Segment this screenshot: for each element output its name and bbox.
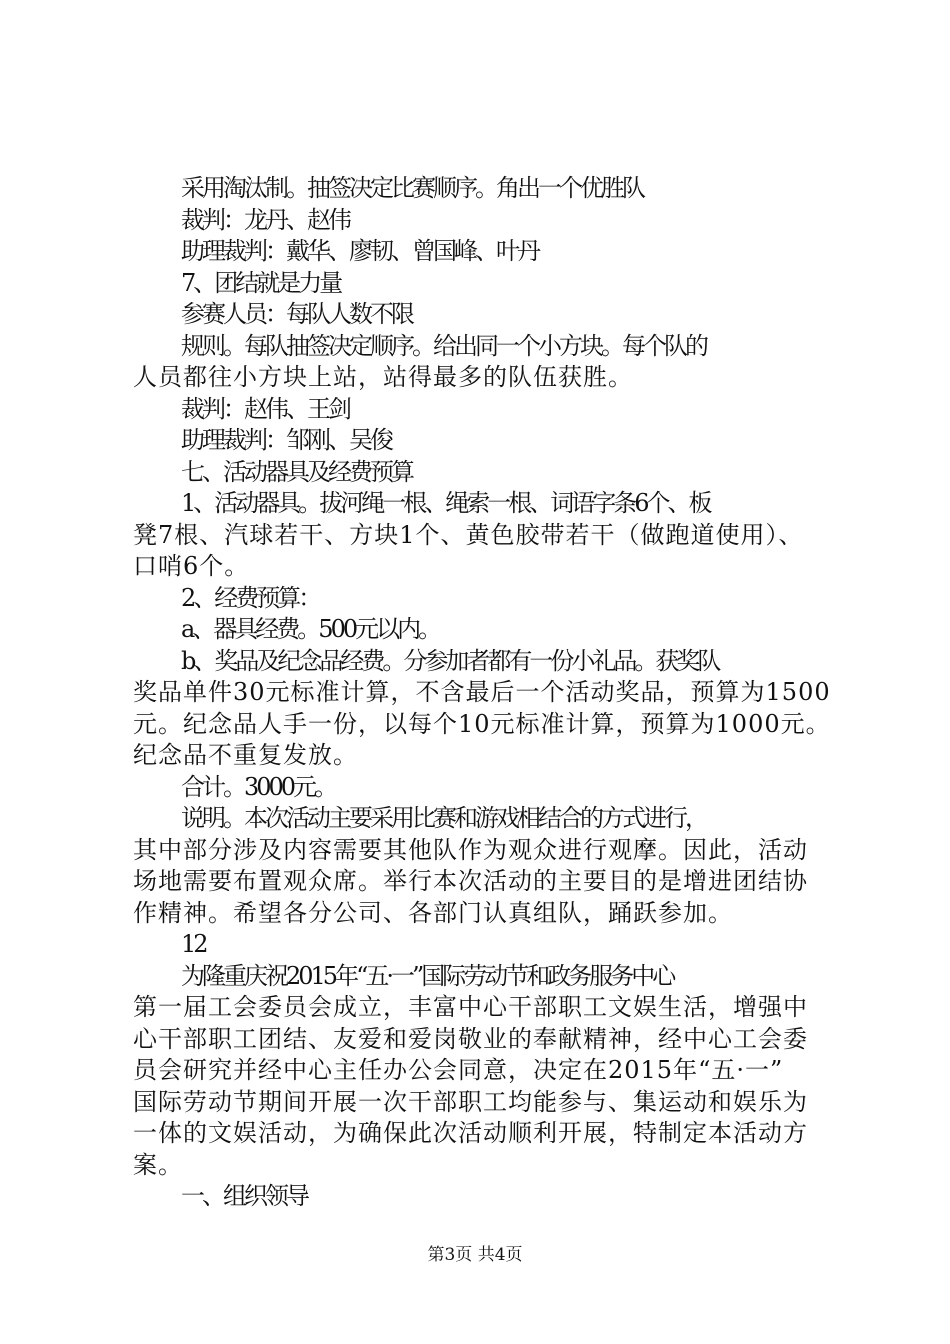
text-line: 其中部分涉及内容需要其他队作为观众进行观摩。因此，活动 [133,835,808,864]
text-line: 作精神。希望各分公司、各部门认真组队，踊跃参加。 [133,898,733,927]
text-line: 口哨6个。 [133,552,250,580]
text-line: 采用淘汰制。抽签决定比赛顺序。角出一个优胜队 [181,174,643,202]
text-line: 为隆重庆祝2015年“五·一”国际劳动节和政务服务中心 [181,961,674,990]
text-line: 元。纪念品人手一份，以每个10元标准计算，预算为1000元。 [133,709,831,738]
page-footer: 第3页 共4页 [427,1245,523,1265]
document-body [133,173,833,1213]
text-line: 1、活动器具。拔河绳一根、绳索一根、词语字条6个、板 [181,489,710,517]
text-line: a、器具经费。500元以内。 [181,615,440,643]
text-line: 参赛人员：每队人数不限 [181,300,412,328]
text-line: 人员都往小方块上站，站得最多的队伍获胜。 [133,363,633,391]
text-line: b、奖品及纪念品经费。分参加者都有一份小礼品。获奖队 [181,646,719,675]
text-line: 裁判：龙丹、赵伟 [181,205,349,234]
text-line: 合计。3000元。 [181,772,336,801]
text-line: 第一届工会委员会成立，丰富中心干部职工文娱生活，增强中 [133,993,808,1021]
text-line: 凳7根、汽球若干、方块1个、黄色胶带若干（做跑道使用）、 [133,520,804,549]
text-line: 7、团结就是力量 [181,268,341,297]
text-line: 12 [181,930,206,958]
text-line: 助理裁判：戴华、廖韧、曾国峰、叶丹 [181,237,538,265]
text-line: 纪念品不重复发放。 [133,741,358,769]
text-line: 案。 [133,1150,183,1179]
text-line: 一体的文娱活动，为确保此次活动顺利开展，特制定本活动方 [133,1119,808,1147]
text-line: 助理裁判：邹刚、吴俊 [181,426,391,454]
text-line: 规则。每队抽签决定顺序。给出同一个小方块。每个队的 [181,331,706,360]
text-line: 奖品单件30元标准计算，不含最后一个活动奖品，预算为1500 [133,678,831,706]
text-line: 场地需要布置观众席。举行本次活动的主要目的是增进团结协 [133,867,808,895]
text-line: 一、组织领导 [181,1182,307,1210]
text-line: 裁判：赵伟、王剑 [181,394,349,423]
text-line: 国际劳动节期间开展一次干部职工均能参与、集运动和娱乐为 [133,1087,808,1116]
text-line: 2、经费预算： [181,583,320,612]
text-line: 心干部职工团结、友爱和爱岗敬业的奉献精神，经中心工会委 [133,1024,808,1053]
text-line: 员会研究并经中心主任办公会同意，决定在2015年“五·一” [133,1056,784,1084]
text-line: 说明。本次活动主要采用比赛和游戏相结合的方式进行， [181,804,706,832]
text-line: 七、活动器具及经费预算 [181,457,412,486]
